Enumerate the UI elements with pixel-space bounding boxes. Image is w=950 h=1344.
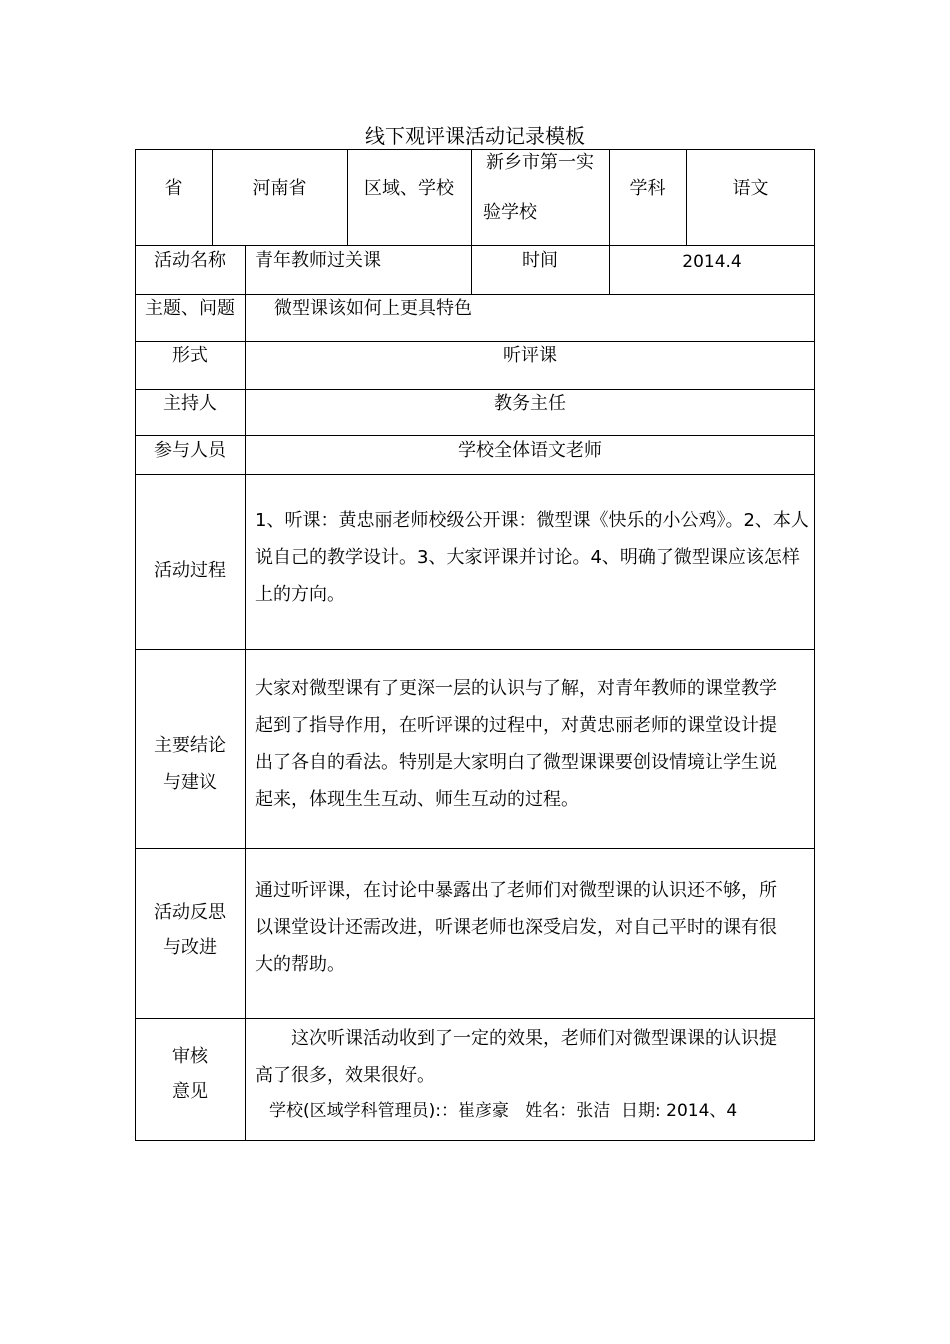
subject-label: 学科 [629, 178, 666, 199]
label-col-divider [245, 245, 246, 1141]
region-school-label: 区域、学校 [364, 178, 454, 199]
time-value: 2014.4 [682, 252, 742, 272]
reflection-label-line: 与改进 [163, 937, 217, 958]
process-text [255, 502, 811, 613]
row-divider [135, 245, 815, 246]
review-text [255, 1020, 811, 1094]
row-divider [135, 294, 815, 295]
topic-value: 微型课该如何上更具特色 [274, 298, 472, 319]
process-line: 1、听课：黄忠丽老师校级公开课：微型课《快乐的小公鸡》。2、本人 [255, 510, 809, 531]
conclusion-line: 起到了指导作用，在听评课的过程中，对黄忠丽老师的课堂设计提 [255, 715, 777, 736]
conclusion-line: 出了各自的看法。特别是大家明白了微型课课要创设情境让学生说 [255, 752, 777, 773]
conclusion-label [135, 727, 245, 801]
activity-name-label: 活动名称 [154, 250, 226, 271]
table-border-bottom [135, 1140, 815, 1141]
format-label: 形式 [172, 345, 208, 366]
review-line: 高了很多，效果很好。 [255, 1065, 435, 1086]
process-line: 上的方向。 [255, 584, 345, 605]
time-label: 时间 [522, 250, 558, 271]
reflection-line: 通过听评课，在讨论中暴露出了老师们对微型课的认识还不够，所 [255, 880, 777, 901]
row-divider [135, 435, 815, 436]
reflection-line: 以课堂设计还需改进，听课老师也深受启发，对自己平时的课有很 [255, 917, 777, 938]
conclusion-label-line: 与建议 [163, 772, 217, 793]
row-divider [135, 649, 815, 650]
participants-value: 学校全体语文老师 [458, 440, 602, 461]
host-value: 教务主任 [494, 393, 566, 414]
review-label-line: 审核 [172, 1046, 208, 1067]
document-title: 线下观评课活动记录模板 [365, 124, 585, 148]
province-label: 省 [164, 178, 183, 199]
review-label [135, 1039, 245, 1109]
review-label-line: 意见 [172, 1081, 208, 1102]
reflection-label-line: 活动反思 [154, 902, 226, 923]
process-line: 说自己的教学设计。3、大家评课并讨论。4、明确了微型课应该怎样 [255, 547, 800, 568]
reflection-text [255, 872, 811, 983]
conclusion-text [255, 670, 811, 818]
school-value-line1: 新乡市第一实 [486, 152, 594, 173]
row-divider [135, 1018, 815, 1019]
row-divider [135, 341, 815, 342]
row-divider [135, 474, 815, 475]
host-label: 主持人 [163, 393, 217, 414]
reflection-line: 大的帮助。 [255, 954, 345, 975]
province-value: 河南省 [252, 178, 307, 199]
school-value-line2: 验学校 [483, 202, 537, 223]
conclusion-label-line: 主要结论 [154, 735, 226, 756]
table-border-right [814, 149, 815, 1141]
conclusion-line: 大家对微型课有了更深一层的认识与了解，对青年教师的课堂教学 [255, 678, 777, 699]
activity-name-value: 青年教师过关课 [255, 250, 381, 271]
reflection-label [135, 895, 245, 965]
record-table [135, 149, 815, 1141]
table-border-top [135, 149, 815, 150]
review-signature: 学校(区域学科管理员):：崔彦豪 姓名：张洁 日期: 2014、4 [269, 1101, 738, 1121]
topic-label: 主题、问题 [145, 298, 235, 319]
subject-value: 语文 [732, 178, 769, 199]
process-label: 活动过程 [154, 560, 226, 581]
format-value: 听评课 [503, 345, 557, 366]
row-divider [135, 389, 815, 390]
review-line: 这次听课活动收到了一定的效果，老师们对微型课课的认识提 [291, 1028, 777, 1049]
conclusion-line: 起来，体现生生互动、师生互动的过程。 [255, 789, 579, 810]
participants-label: 参与人员 [154, 440, 226, 461]
row-divider [135, 848, 815, 849]
